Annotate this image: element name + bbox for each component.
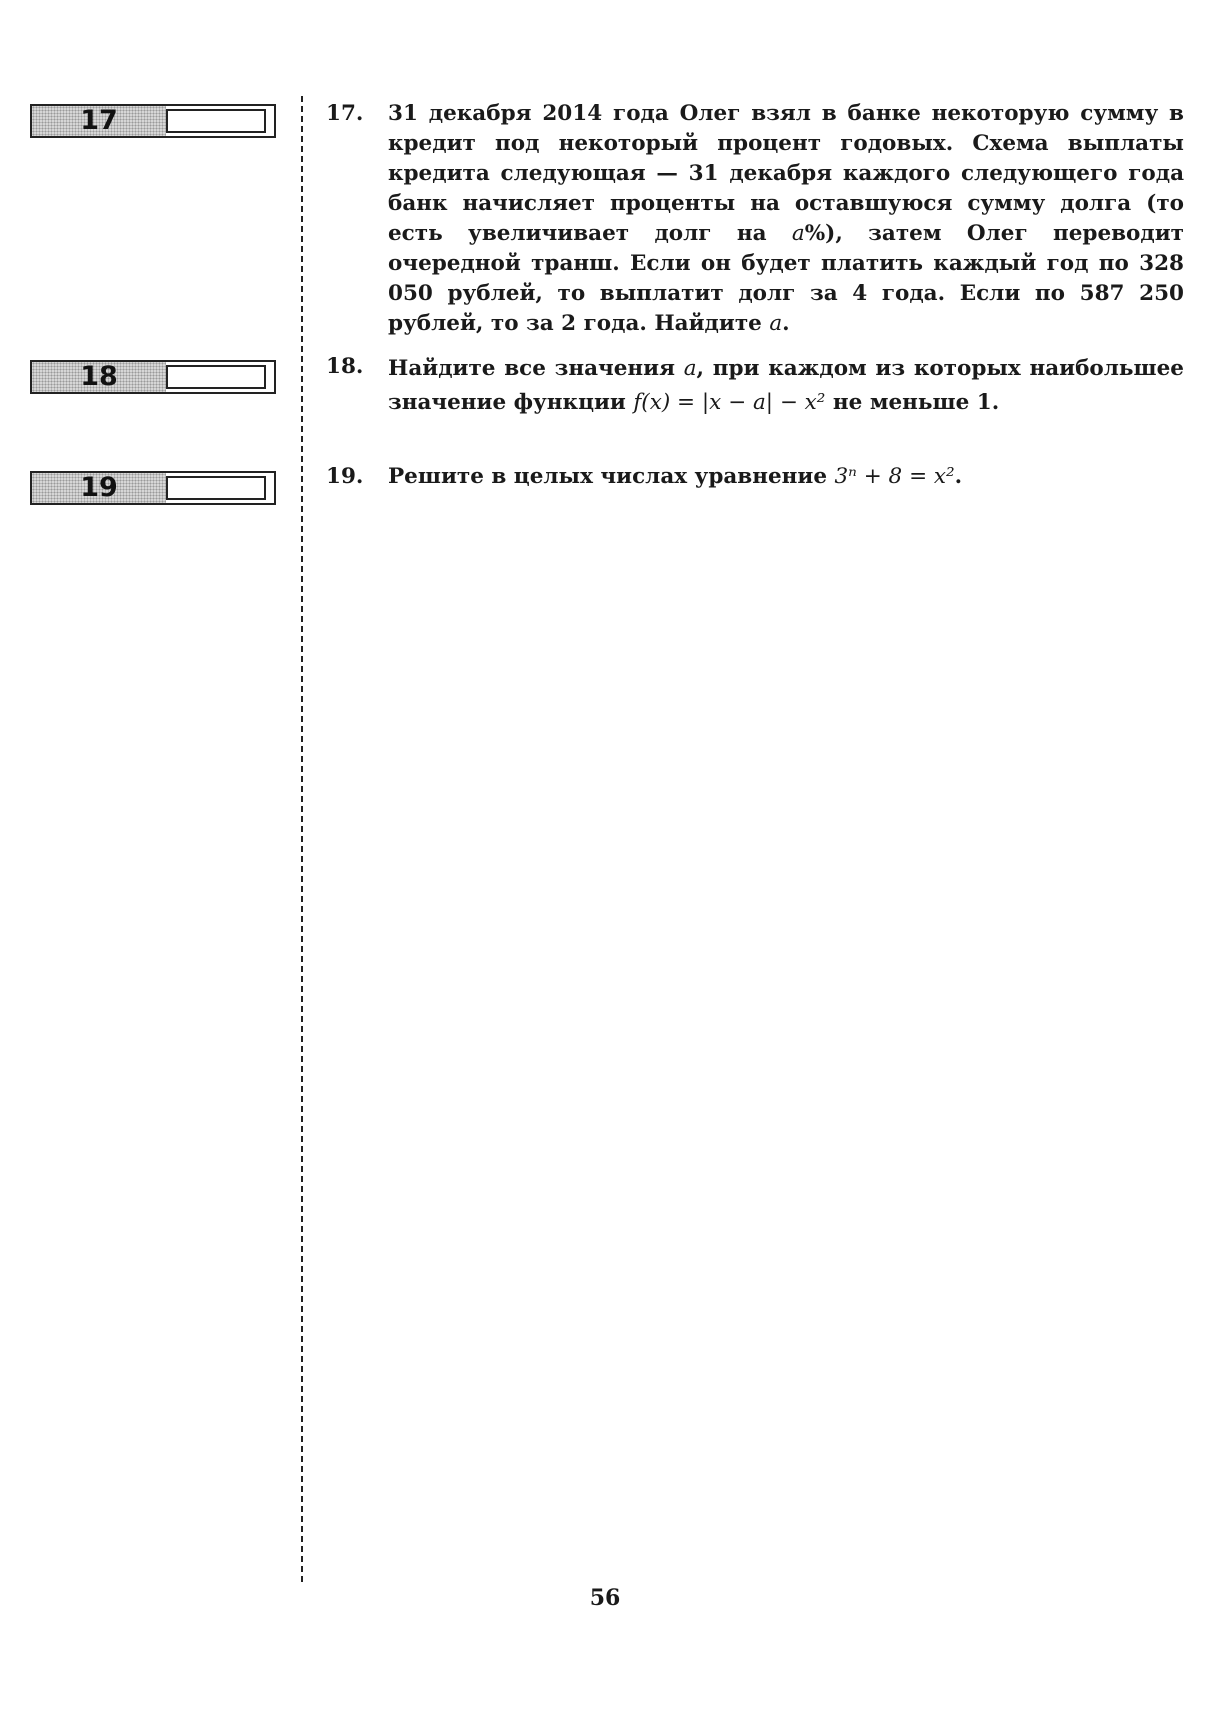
answer-box-number: 17 <box>32 106 166 136</box>
math-variable: a <box>791 221 805 246</box>
task-text-part: Решите в целых числах уравнение <box>388 464 835 489</box>
task-number: 18. <box>326 354 364 379</box>
math-formula: f(x) = |x − a| − x² <box>633 390 826 415</box>
answer-box-19 <box>30 471 276 505</box>
math-variable: a <box>683 356 697 381</box>
task-text <box>388 352 1184 420</box>
answer-box-17 <box>30 104 276 138</box>
answer-field-17[interactable] <box>166 109 266 133</box>
task-text-part: . <box>782 311 790 336</box>
task-text-part: %), затем Олег переводит очередной транш. Если он будет платить каждый год по 328 050 рублей, то выплатит долг за 4 года. Если по 587 250 рублей, то за 2 года. Найдите <box>388 221 1184 336</box>
page-number: 56 <box>589 1585 621 1611</box>
answer-field-19[interactable] <box>166 476 266 500</box>
task-text <box>388 462 1184 492</box>
math-variable: a <box>769 311 783 336</box>
dashed-cut-line <box>301 96 303 1582</box>
task-text <box>388 99 1184 339</box>
task-number: 17. <box>326 101 364 126</box>
task-text-part: Найдите все значения <box>388 356 684 381</box>
task-19 <box>326 462 1184 492</box>
math-formula: 3ⁿ + 8 = x² <box>834 464 955 489</box>
task-text-part: 31 декабря 2014 года Олег взял в банке некоторую сумму в кредит под некоторый процент годовых. Схема выплаты кредита следующая — 31 декабря каждого следующего года банк начисляет проценты на оставшуюся сумму долга (то есть увеличивает долг на <box>388 101 1184 246</box>
task-text-part: . <box>954 464 963 489</box>
task-17 <box>326 99 1184 339</box>
task-text-part: не меньше 1. <box>825 390 1000 415</box>
answer-box-number: 19 <box>32 473 166 503</box>
answer-box-18 <box>30 360 276 394</box>
task-text-part: , при каждом из которых наибольшее значение функции <box>388 356 1184 415</box>
answer-field-18[interactable] <box>166 365 266 389</box>
answer-box-number: 18 <box>32 362 166 392</box>
task-18 <box>326 352 1184 420</box>
task-number: 19. <box>326 464 364 489</box>
